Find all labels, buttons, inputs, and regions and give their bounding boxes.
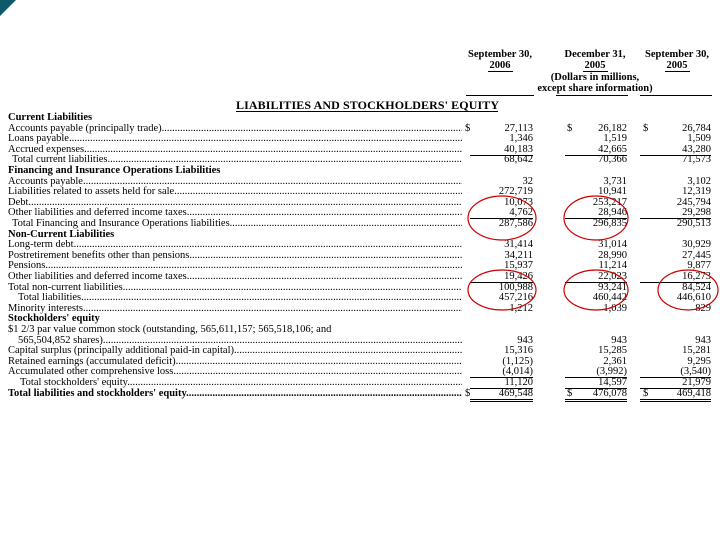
cell-value: 1,039 [603,302,627,314]
cell-value: 9,295 [687,355,711,367]
cell-value: 457,216 [498,292,533,304]
cell-value: 15,285 [598,345,627,357]
currency-symbol: $ [567,387,573,399]
currency-symbol: $ [567,122,573,134]
row-label: Pensions ..... [8,260,462,271]
col-header-sep-2006-line2: 2006 [489,60,511,71]
row-label: Accumulated other comprehensive loss ..... [8,366,462,377]
row-label: Other liabilities and deferred income taxes ..... [8,271,462,282]
cell-value: 15,281 [682,345,711,357]
cell-value: 469,418 [640,388,711,402]
row-label: Accrued expenses ..... [8,144,462,155]
cell-value: 10,073 [504,196,533,208]
cell-value: 68,642 [504,154,533,166]
col-header-sep-2005-line2: 2005 [666,60,688,71]
cell-value: 22,023 [565,271,627,283]
cell-value: 253,217 [592,196,627,208]
row-label: Total liabilities and stockholders' equity ..... [8,388,462,399]
cell-value: 460,442 [592,292,627,304]
row-label: Total Financing and Insurance Operations liabilities ..... [12,218,462,229]
row-label: Loans payable ..... [8,133,462,144]
row-label: Minority interests ..... [8,303,462,314]
cell-value: 1,212 [509,302,533,314]
cell-value: 40,183 [470,144,533,156]
cell-value: 100,988 [498,281,533,293]
cell-value: 16,273 [640,271,711,283]
cell-value: (1,125) [502,355,533,367]
cell-value: 14,597 [565,377,627,389]
row-label: Total liabilities ..... [18,292,462,303]
cell-value: (3,540) [640,366,711,378]
cell-value: 469,548 [470,388,533,402]
cell-value: 26,182 [598,122,627,134]
row-label: Other liabilities and deferred income taxes ..... [8,207,462,218]
cell-value: 15,937 [504,260,533,272]
row-label: 565,504,852 shares) ..... [18,335,462,346]
cell-value: 2,361 [603,355,627,367]
col-header-sep-2006-line1: September 30, [468,49,532,60]
cell-value: 42,665 [565,144,627,156]
cell-value: 30,929 [682,239,711,251]
units-note-line1: (Dollars in millions, [550,72,640,83]
cell-value: 296,835 [592,218,627,229]
currency-symbol: $ [465,122,471,134]
cell-value: (4,014) [470,366,533,378]
cell-value: 245,794 [676,196,711,208]
circle-annotation-sep-2006-bottom [468,270,536,310]
circle-annotation-sep-2005-bottom [658,270,718,310]
row-label: Stockholders' equity [8,313,100,325]
row-label: Capital surplus (principally additional paid-in capital) ..... [8,345,462,356]
cell-value: 1,509 [687,133,711,145]
cell-value: (3,992) [565,366,627,378]
cell-value: 287,586 [498,218,533,229]
row-label: Non-Current Liabilities [8,228,115,240]
row-label: Retained earnings (accumulated deficit) ..... [8,356,462,367]
col-header-sep-2005-line1: September 30, [645,49,709,60]
cell-value: 1,519 [603,133,627,145]
cell-value: 32 [522,175,533,187]
cell-value: 93,241 [598,281,627,293]
cell-value: 28,990 [598,249,627,261]
row-label: Long-term debt ..... [8,239,462,250]
row-label: Total current liabilities ..... [12,154,462,165]
circle-annotation-dec-2005-bottom [564,270,628,310]
cell-value: 21,979 [640,377,711,389]
col-header-dec-2005-line2: 2005 [584,60,606,71]
col-header-dec-2005-line1: December 31, [564,49,626,60]
row-label: Debt ..... [8,197,462,208]
cell-value: 43,280 [640,144,711,156]
row-label: Postretirement benefits other than pensions ..... [8,250,462,261]
row-label: Total non-current liabilities ..... [8,282,462,293]
circle-annotation-sep-2006-top [468,196,536,240]
section-title: LIABILITIES AND STOCKHOLDERS' EQUITY [236,98,500,112]
cell-value: 12,319 [682,186,711,198]
row-label: Current Liabilities [8,112,93,123]
cell-value: 446,610 [676,292,711,304]
cell-value: 11,214 [598,260,627,272]
row-label: Financing and Insurance Operations Liabilities [8,165,221,176]
row-label: Liabilities related to assets held for sale ..... [8,186,462,197]
cell-value: 943 [517,334,533,346]
cell-value: 70,366 [598,154,627,166]
currency-symbol: $ [465,387,471,399]
row-label: Accounts payable (principally trade) ..... [8,123,462,134]
cell-value: 19,426 [470,271,533,283]
cell-value: 28,946 [565,207,627,219]
cell-value: 9,877 [687,260,711,272]
currency-symbol: $ [643,122,649,134]
cell-value: 1,346 [509,133,533,145]
cell-value: 943 [611,334,627,346]
cell-value: 31,414 [504,239,533,251]
cell-value: 71,573 [682,154,711,166]
cell-value: 34,211 [504,249,533,261]
cell-value: 272,719 [498,186,533,198]
cell-value: 31,014 [598,239,627,251]
cell-value: 829 [695,302,711,314]
cell-value: 11,120 [470,377,533,389]
row-label: $1 2/3 par value common stock (outstanding, 565,611,157; 565,518,106; and [8,324,332,335]
cell-value: 26,784 [682,122,711,134]
cell-value: 3,102 [687,175,711,187]
row-label: Total stockholders' equity ..... [20,377,462,388]
cell-value: 290,513 [676,218,711,229]
cell-value: 4,762 [470,207,533,219]
cell-value: 943 [695,334,711,346]
cell-value: 15,316 [504,345,533,357]
units-note-line2: except share information) [537,83,653,94]
currency-symbol: $ [643,387,649,399]
cell-value: 27,113 [504,122,533,134]
cell-value: 27,445 [682,249,711,261]
cell-value: 3,731 [603,175,627,187]
circle-annotation-dec-2005-top [564,196,628,240]
cell-value: 84,524 [682,281,711,293]
row-label: Accounts payable ..... [8,176,462,187]
cell-value: 10,941 [598,186,627,198]
cell-value: 476,078 [565,388,627,402]
cell-value: 29,298 [640,207,711,219]
